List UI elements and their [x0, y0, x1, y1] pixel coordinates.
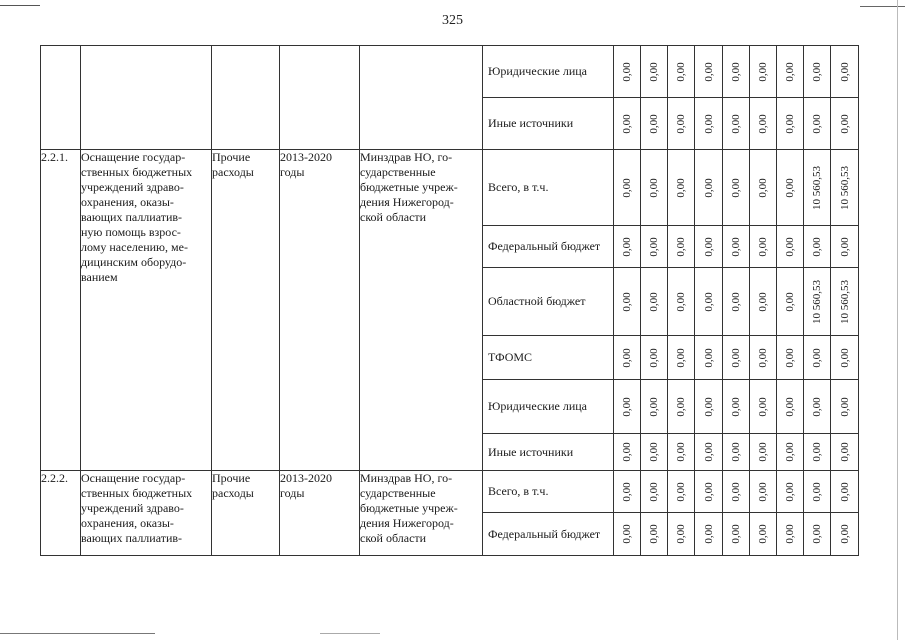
value-cell: 0,00: [777, 150, 804, 226]
scan-edge-line: [320, 633, 380, 634]
table-row: [41, 150, 859, 226]
value-cell: 0,00: [614, 268, 641, 336]
item-code: 2.2.1.: [41, 150, 81, 471]
value-cell: 0,00: [831, 336, 859, 380]
source-cell: Всего, в т.ч.: [483, 471, 614, 513]
executor-cell: [360, 46, 483, 150]
value-cell: 0,00: [831, 98, 859, 150]
value-cell: 10 560,53: [804, 150, 831, 226]
value-cell: 0,00: [723, 46, 750, 98]
value-cell: 0,00: [641, 46, 668, 98]
source-cell: Федеральный бюджет: [483, 226, 614, 268]
item-expense-type: Прочие расходы: [212, 471, 280, 556]
value-cell: 0,00: [777, 46, 804, 98]
value-cell: 0,00: [723, 434, 750, 471]
item-name: Оснащение государ- ственных бюджетных учреждений здраво- охранения, оказы- вающих паллиатив- ную помощь взрос- лому населению, ме- дицинским оборудо- ванием: [81, 150, 212, 471]
name-cell: [81, 46, 212, 150]
value-cell: 0,00: [777, 471, 804, 513]
value-cell: 0,00: [695, 98, 723, 150]
value-cell: 0,00: [614, 150, 641, 226]
value-cell: 0,00: [695, 380, 723, 434]
value-cell: 0,00: [804, 336, 831, 380]
value-cell: 0,00: [695, 434, 723, 471]
source-cell: Федеральный бюджет: [483, 513, 614, 556]
value-cell: 0,00: [804, 46, 831, 98]
value-cell: 0,00: [831, 434, 859, 471]
value-cell: 0,00: [750, 513, 777, 556]
value-cell: 0,00: [668, 513, 695, 556]
value-cell: 0,00: [614, 380, 641, 434]
table-row: [41, 471, 859, 513]
value-cell: 0,00: [804, 226, 831, 268]
value-cell: 10 560,53: [804, 268, 831, 336]
value-cell: 0,00: [831, 226, 859, 268]
value-cell: 0,00: [668, 471, 695, 513]
value-cell: 0,00: [777, 434, 804, 471]
value-cell: 0,00: [831, 46, 859, 98]
value-cell: 0,00: [641, 226, 668, 268]
value-cell: 0,00: [695, 150, 723, 226]
value-cell: 0,00: [750, 434, 777, 471]
value-cell: 0,00: [723, 513, 750, 556]
value-cell: 10 560,53: [831, 150, 859, 226]
item-period: 2013-2020 годы: [280, 471, 360, 556]
value-cell: 0,00: [641, 471, 668, 513]
item-name: Оснащение государ- ственных бюджетных учреждений здраво- охранения, оказы- вающих паллиатив-: [81, 471, 212, 556]
value-cell: 0,00: [723, 150, 750, 226]
value-cell: 0,00: [614, 98, 641, 150]
value-cell: 0,00: [777, 380, 804, 434]
item-code: 2.2.2.: [41, 471, 81, 556]
value-cell: 0,00: [695, 336, 723, 380]
value-cell: 0,00: [750, 46, 777, 98]
table-row: [41, 46, 859, 98]
page-number: 325: [442, 13, 463, 28]
value-cell: 0,00: [750, 471, 777, 513]
source-cell: Юридические лица: [483, 380, 614, 434]
item-executor: Минздрав НО, го- сударственные бюджетные учреж- дения Нижегород- ской области: [360, 150, 483, 471]
scan-edge-line: [0, 5, 40, 6]
value-cell: 0,00: [804, 471, 831, 513]
value-cell: 0,00: [750, 226, 777, 268]
value-cell: 0,00: [750, 98, 777, 150]
value-cell: 0,00: [614, 46, 641, 98]
source-cell: Всего, в т.ч.: [483, 150, 614, 226]
value-cell: 0,00: [641, 268, 668, 336]
source-cell: Юридические лица: [483, 46, 614, 98]
value-cell: 0,00: [614, 513, 641, 556]
value-cell: 0,00: [750, 336, 777, 380]
value-cell: 0,00: [668, 336, 695, 380]
item-expense-type: Прочие расходы: [212, 150, 280, 471]
value-cell: 0,00: [695, 268, 723, 336]
period-cell: [280, 46, 360, 150]
value-cell: 0,00: [777, 268, 804, 336]
value-cell: 0,00: [668, 150, 695, 226]
value-cell: 10 560,53: [831, 268, 859, 336]
value-cell: 0,00: [777, 513, 804, 556]
value-cell: 0,00: [777, 336, 804, 380]
value-cell: 0,00: [831, 380, 859, 434]
source-cell: ТФОМС: [483, 336, 614, 380]
value-cell: 0,00: [723, 98, 750, 150]
value-cell: 0,00: [695, 513, 723, 556]
value-cell: 0,00: [723, 471, 750, 513]
value-cell: 0,00: [668, 434, 695, 471]
budget-table: [40, 45, 859, 556]
value-cell: 0,00: [668, 268, 695, 336]
value-cell: 0,00: [723, 336, 750, 380]
value-cell: 0,00: [614, 336, 641, 380]
value-cell: 0,00: [614, 471, 641, 513]
value-cell: 0,00: [641, 150, 668, 226]
value-cell: 0,00: [641, 336, 668, 380]
expense-type-cell: [212, 46, 280, 150]
value-cell: 0,00: [641, 513, 668, 556]
value-cell: 0,00: [695, 471, 723, 513]
value-cell: 0,00: [750, 150, 777, 226]
value-cell: 0,00: [723, 268, 750, 336]
value-cell: 0,00: [723, 380, 750, 434]
value-cell: 0,00: [668, 380, 695, 434]
value-cell: 0,00: [723, 226, 750, 268]
value-cell: 0,00: [777, 98, 804, 150]
value-cell: 0,00: [695, 226, 723, 268]
source-cell: Областной бюджет: [483, 268, 614, 336]
value-cell: 0,00: [750, 268, 777, 336]
value-cell: 0,00: [641, 434, 668, 471]
value-cell: 0,00: [614, 226, 641, 268]
scan-edge-line: [897, 0, 898, 640]
value-cell: 0,00: [668, 98, 695, 150]
value-cell: 0,00: [804, 434, 831, 471]
source-cell: Иные источники: [483, 98, 614, 150]
item-period: 2013-2020 годы: [280, 150, 360, 471]
value-cell: 0,00: [668, 46, 695, 98]
value-cell: 0,00: [831, 471, 859, 513]
value-cell: 0,00: [695, 46, 723, 98]
scan-edge-line: [860, 6, 905, 7]
value-cell: 0,00: [831, 513, 859, 556]
value-cell: 0,00: [641, 98, 668, 150]
value-cell: 0,00: [804, 513, 831, 556]
code-cell: [41, 46, 81, 150]
value-cell: 0,00: [750, 380, 777, 434]
value-cell: 0,00: [641, 380, 668, 434]
scan-edge-line: [0, 633, 155, 634]
value-cell: 0,00: [668, 226, 695, 268]
item-executor: Минздрав НО, го- сударственные бюджетные учреж- дения Нижегород- ской области: [360, 471, 483, 556]
value-cell: 0,00: [777, 226, 804, 268]
value-cell: 0,00: [614, 434, 641, 471]
value-cell: 0,00: [804, 380, 831, 434]
source-cell: Иные источники: [483, 434, 614, 471]
value-cell: 0,00: [804, 98, 831, 150]
